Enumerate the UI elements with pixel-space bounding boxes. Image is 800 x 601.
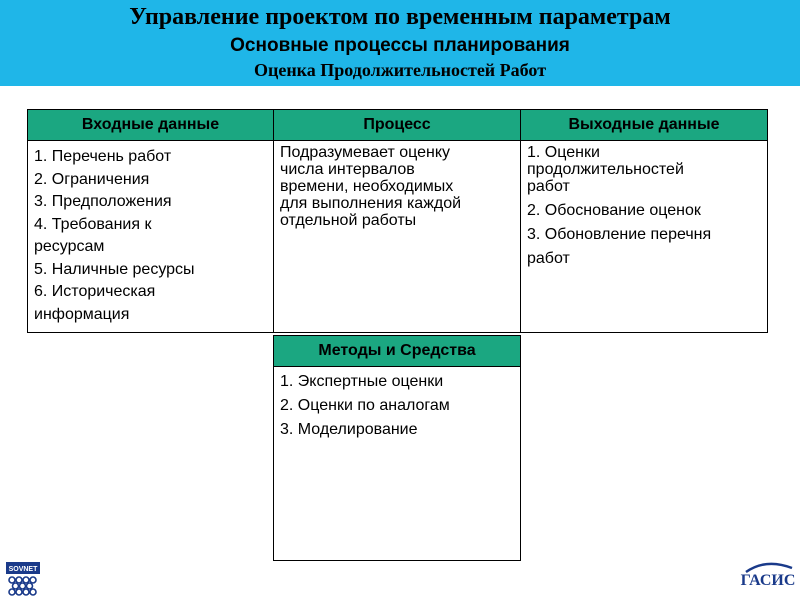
list-item: работ bbox=[527, 250, 570, 267]
list-item: 3. Предположения bbox=[34, 193, 172, 210]
list-item: 3. Обоновление перечня bbox=[527, 226, 712, 243]
sovnet-logo-text: SOVNET bbox=[8, 566, 38, 573]
title-banner bbox=[0, 0, 800, 86]
process-line: отдельной работы bbox=[280, 212, 417, 229]
list-item: продолжительностей bbox=[527, 161, 684, 178]
list-item: 2. Обоснование оценок bbox=[527, 202, 701, 219]
list-item: 1. Перечень работ bbox=[34, 148, 172, 165]
list-item: 6. Историческая bbox=[34, 283, 156, 300]
process-header: Процесс bbox=[273, 109, 521, 141]
list-item: 5. Наличные ресурсы bbox=[34, 260, 195, 278]
list-item: 2. Ограничения bbox=[34, 170, 150, 188]
outputs-list bbox=[520, 140, 768, 333]
list-item: 1. Экспертные оценки bbox=[280, 373, 444, 390]
inputs-header: Входные данные bbox=[27, 109, 274, 141]
page-subtitle-2: Оценка Продолжительностей Работ bbox=[253, 60, 547, 80]
inputs-list bbox=[27, 140, 274, 333]
list-item: 1. Оценки bbox=[527, 144, 600, 161]
process-line: Подразумевает оценку bbox=[280, 144, 451, 161]
list-item: ресурсам bbox=[34, 238, 105, 255]
process-line: времени, необходимых bbox=[280, 178, 454, 195]
list-item: 3. Моделирование bbox=[280, 421, 418, 438]
gasis-logo-text: ГАСИС bbox=[740, 572, 796, 589]
list-item: 4. Требования к bbox=[34, 215, 152, 233]
outputs-header: Выходные данные bbox=[520, 109, 768, 141]
methods-list bbox=[273, 366, 521, 561]
methods-header: Методы и Средства bbox=[273, 335, 521, 367]
list-item: 2. Оценки по аналогам bbox=[280, 397, 450, 414]
list-item: информация bbox=[34, 305, 130, 323]
gasis-logo bbox=[736, 560, 796, 590]
list-item: работ bbox=[527, 178, 570, 195]
process-description bbox=[273, 140, 521, 333]
process-line: числа интервалов bbox=[280, 161, 415, 178]
page-subtitle: Основные процессы планирования bbox=[230, 35, 570, 56]
page-title: Управление проектом по временным параметрам bbox=[129, 4, 671, 30]
process-line: для выполнения каждой bbox=[280, 195, 462, 212]
sovnet-logo bbox=[6, 562, 40, 596]
